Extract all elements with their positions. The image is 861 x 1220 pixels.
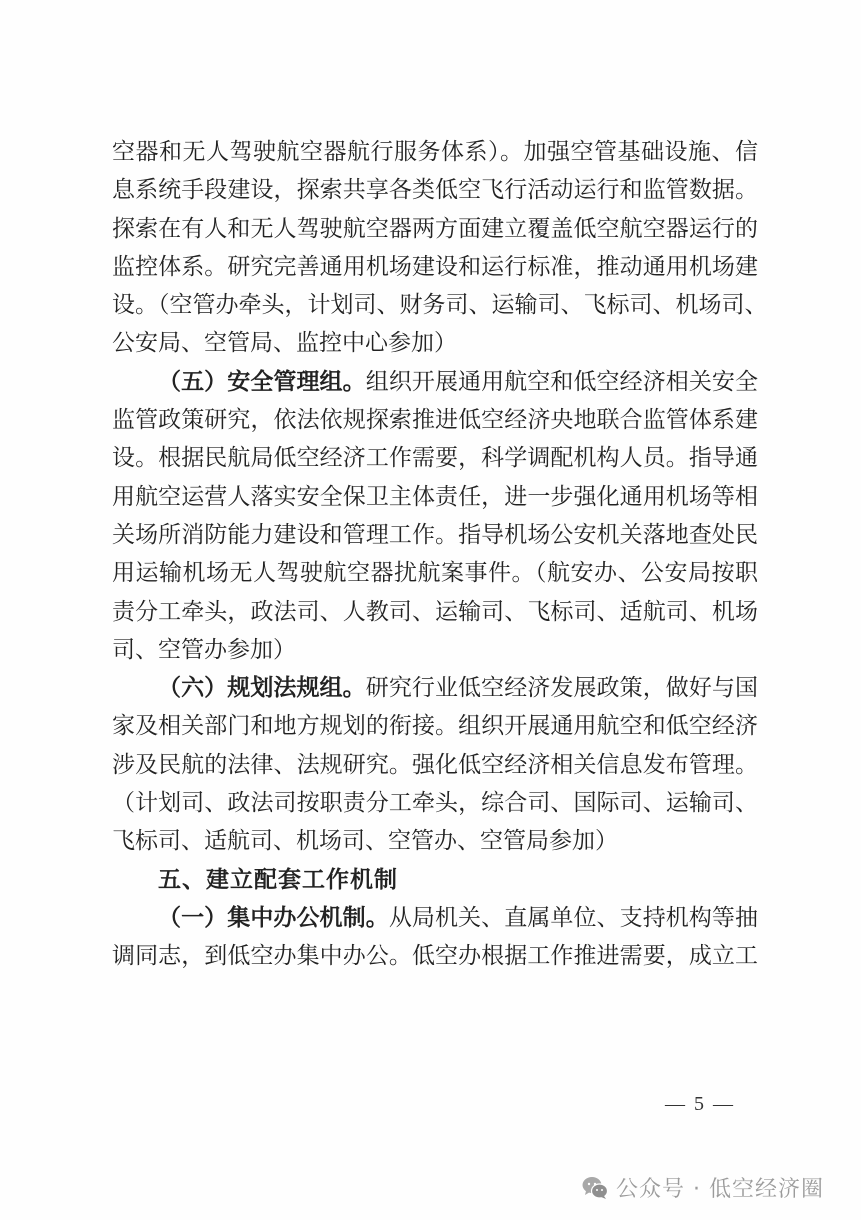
section-paragraph-start bbox=[112, 899, 758, 937]
text-line: 探索在有人和无人驾驶航空器两方面建立覆盖低空航空器运行的 bbox=[112, 215, 758, 242]
text-line: 涉及民航的法律、法规研究。强化低空经济相关信息发布管理。 bbox=[112, 751, 758, 778]
text-line: 司、空管办参加） bbox=[112, 636, 296, 663]
text-line: 公安局、空管局、监控中心参加） bbox=[112, 330, 457, 357]
section-heading: 五、建立配套工作机制 bbox=[158, 866, 398, 893]
text-line: 飞标司、适航司、机场司、空管办、空管局参加） bbox=[112, 828, 618, 855]
section-paragraph-start bbox=[112, 363, 758, 401]
text-line: 空器和无人驾驶航空器航行服务体系）。加强空管基础设施、信 bbox=[112, 139, 758, 165]
wechat-icon bbox=[582, 1176, 608, 1200]
text-line: 设。（空管办牵头，计划司、财务司、运输司、飞标司、机场司、 bbox=[112, 292, 768, 319]
watermark-text: 公众号 · 低空经济圈 bbox=[616, 1177, 824, 1202]
text-line-content: 组织开展通用航空和低空经济相关安全 bbox=[365, 368, 759, 395]
document-body bbox=[112, 133, 768, 976]
text-line: 设。根据民航局低空经济工作需要，科学调配机构人员。指导通 bbox=[112, 445, 758, 472]
text-line: 用航空运营人落实安全保卫主体责任，进一步强化通用机场等相 bbox=[112, 483, 758, 510]
text-line: （计划司、政法司按职责分工牵头，综合司、国际司、运输司、 bbox=[112, 790, 758, 817]
text-line: 调同志，到低空办集中办公。低空办根据工作推进需要，成立工 bbox=[112, 943, 758, 970]
text-line: 责分工牵头，政法司、人教司、运输司、飞标司、适航司、机场 bbox=[112, 598, 758, 625]
text-line: 用运输机场无人驾驶航空器扰航案事件。（航安办、公安局按职 bbox=[112, 560, 758, 587]
text-line-content: 研究行业低空经济发展政策，做好与国 bbox=[365, 675, 759, 702]
text-line-content: 从局机关、直属单位、支持机构等抽 bbox=[388, 904, 759, 931]
section-lead-safety-management: （五）安全管理组。 bbox=[158, 367, 366, 395]
text-line: 家及相关部门和地方规划的衔接。组织开展通用航空和低空经济 bbox=[112, 713, 758, 740]
section-lead-planning-regulation: （六）规划法规组。 bbox=[158, 674, 366, 702]
text-line: 关场所消防能力建设和管理工作。指导机场公安机关落地查处民 bbox=[112, 521, 758, 548]
page-number: — 5 — bbox=[665, 1093, 735, 1115]
watermark bbox=[582, 1172, 824, 1203]
section-paragraph-start bbox=[112, 669, 758, 707]
text-line: 监控体系。研究完善通用机场建设和运行标准，推动通用机场建 bbox=[112, 253, 758, 280]
text-line: 监管政策研究，依法依规探索推进低空经济央地联合监管体系建 bbox=[112, 407, 758, 434]
text-line: 息系统手段建设，探索共享各类低空飞行活动运行和监管数据。 bbox=[112, 177, 758, 204]
section-lead-centralized-office: （一）集中办公机制。 bbox=[158, 903, 389, 931]
